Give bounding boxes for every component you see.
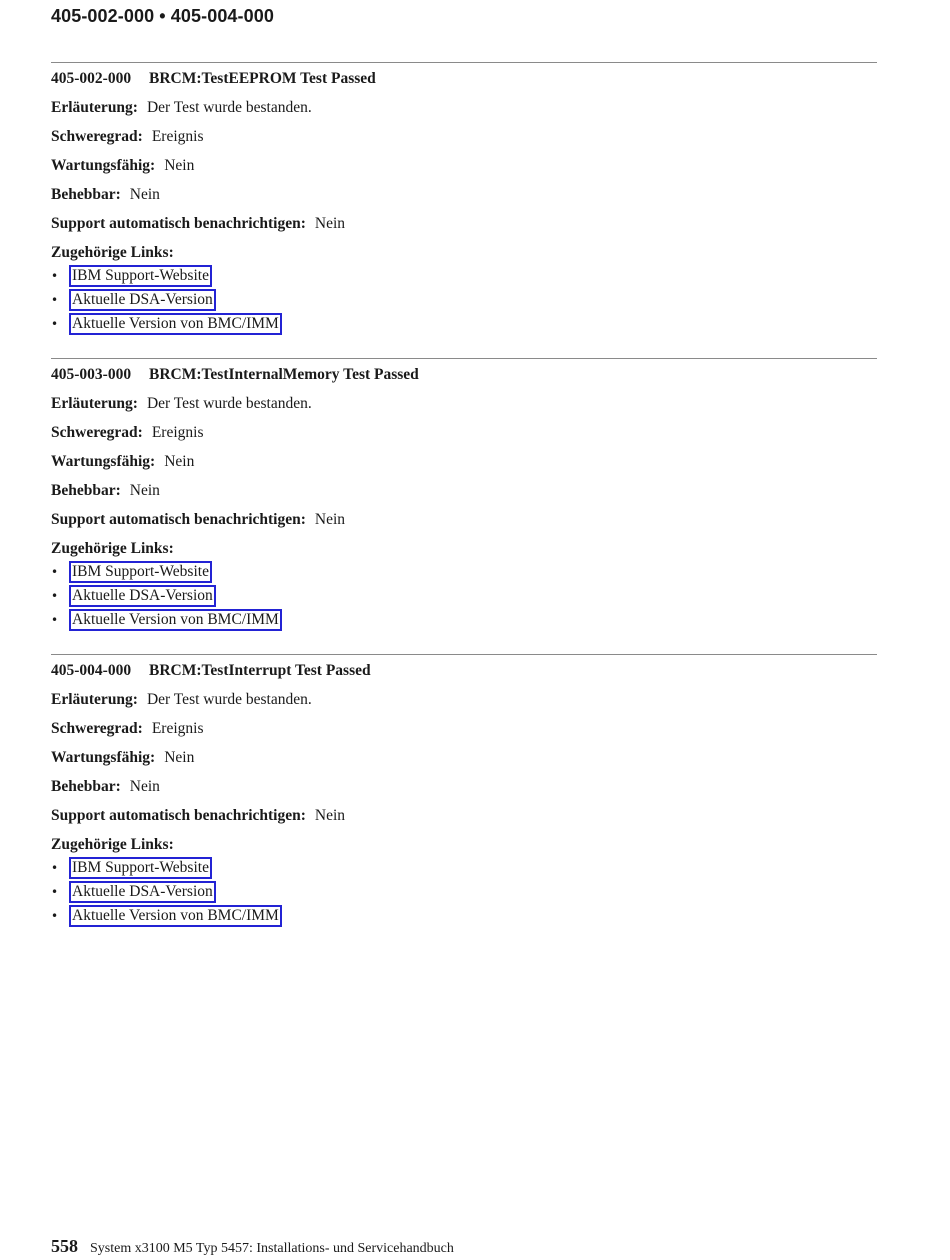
entry-code: 405-002-000 — [51, 70, 132, 87]
field-value: Nein — [314, 807, 346, 824]
list-item — [51, 313, 877, 337]
field-explanation — [51, 99, 877, 117]
related-links-label: Zugehörige Links: — [51, 540, 174, 557]
field-severity — [51, 720, 877, 738]
field-label: Erläuterung: — [51, 395, 138, 412]
field-severity — [51, 424, 877, 442]
bullet-icon: • — [51, 565, 59, 579]
field-label: Behebbar: — [51, 778, 121, 795]
field-label: Erläuterung: — [51, 99, 138, 116]
field-value: Nein — [129, 186, 160, 203]
field-serviceable — [51, 749, 877, 767]
field-value: Nein — [164, 453, 195, 470]
bullet-icon: • — [51, 613, 59, 627]
entry-title: BRCM:TestInterrupt Test Passed — [149, 662, 371, 679]
field-value: Nein — [129, 778, 160, 795]
related-links-list — [51, 561, 877, 633]
entry-heading — [51, 70, 877, 88]
field-value: Der Test wurde bestanden. — [146, 395, 312, 412]
entry-title: BRCM:TestInternalMemory Test Passed — [149, 366, 419, 383]
field-recoverable — [51, 778, 877, 796]
field-value: Der Test wurde bestanden. — [146, 99, 312, 116]
entry-code: 405-004-000 — [51, 662, 132, 679]
field-severity — [51, 128, 877, 146]
page-number: 558 — [51, 1236, 78, 1256]
field-value: Ereignis — [151, 720, 204, 737]
list-item — [51, 881, 877, 905]
entry-heading — [51, 662, 877, 680]
list-item — [51, 585, 877, 609]
related-links-label: Zugehörige Links: — [51, 836, 174, 853]
entry-heading — [51, 366, 877, 384]
bullet-icon: • — [51, 293, 59, 307]
field-label: Behebbar: — [51, 186, 121, 203]
field-label: Behebbar: — [51, 482, 121, 499]
link-ibm-support-website[interactable]: IBM Support-Website — [69, 561, 212, 583]
running-head: 405-002-000 • 405-004-000 — [51, 6, 274, 26]
message-entries — [51, 62, 877, 950]
field-label: Schweregrad: — [51, 424, 143, 441]
message-entry — [51, 62, 877, 337]
field-auto-notify — [51, 215, 877, 233]
field-label: Support automatisch benachrichtigen: — [51, 215, 306, 232]
list-item — [51, 857, 877, 881]
field-recoverable — [51, 482, 877, 500]
field-label: Support automatisch benachrichtigen: — [51, 511, 306, 528]
field-label: Wartungsfähig: — [51, 453, 156, 470]
bullet-icon: • — [51, 269, 59, 283]
field-label: Wartungsfähig: — [51, 157, 156, 174]
bullet-icon: • — [51, 909, 59, 923]
field-value: Der Test wurde bestanden. — [146, 691, 312, 708]
link-latest-bmc-imm-version[interactable]: Aktuelle Version von BMC/IMM — [69, 609, 282, 631]
list-item — [51, 265, 877, 289]
field-value: Nein — [314, 511, 346, 528]
entry-code: 405-003-000 — [51, 366, 132, 383]
field-value: Ereignis — [151, 424, 204, 441]
related-links-label: Zugehörige Links: — [51, 244, 174, 261]
bullet-icon: • — [51, 589, 59, 603]
field-explanation — [51, 691, 877, 709]
field-explanation — [51, 395, 877, 413]
field-value: Nein — [314, 215, 346, 232]
link-latest-bmc-imm-version[interactable]: Aktuelle Version von BMC/IMM — [69, 313, 282, 335]
field-label: Schweregrad: — [51, 128, 143, 145]
related-links-list — [51, 265, 877, 337]
link-ibm-support-website[interactable]: IBM Support-Website — [69, 857, 212, 879]
bullet-icon: • — [51, 317, 59, 331]
field-serviceable — [51, 157, 877, 175]
link-ibm-support-website[interactable]: IBM Support-Website — [69, 265, 212, 287]
field-auto-notify — [51, 807, 877, 825]
message-entry — [51, 654, 877, 929]
field-label: Erläuterung: — [51, 691, 138, 708]
field-value: Ereignis — [151, 128, 204, 145]
list-item — [51, 609, 877, 633]
field-label: Schweregrad: — [51, 720, 143, 737]
field-value: Nein — [164, 749, 195, 766]
list-item — [51, 905, 877, 929]
page-footer — [51, 1236, 454, 1257]
field-value: Nein — [129, 482, 160, 499]
entry-title: BRCM:TestEEPROM Test Passed — [149, 70, 376, 87]
field-serviceable — [51, 453, 877, 471]
link-latest-bmc-imm-version[interactable]: Aktuelle Version von BMC/IMM — [69, 905, 282, 927]
link-latest-dsa-version[interactable]: Aktuelle DSA-Version — [69, 585, 216, 607]
link-latest-dsa-version[interactable]: Aktuelle DSA-Version — [69, 881, 216, 903]
field-auto-notify — [51, 511, 877, 529]
list-item — [51, 289, 877, 313]
message-entry — [51, 358, 877, 633]
link-latest-dsa-version[interactable]: Aktuelle DSA-Version — [69, 289, 216, 311]
footer-title: System x3100 M5 Typ 5457: Installations- und Servicehandbuch — [90, 1241, 454, 1256]
field-value: Nein — [164, 157, 195, 174]
bullet-icon: • — [51, 861, 59, 875]
bullet-icon: • — [51, 885, 59, 899]
field-label: Support automatisch benachrichtigen: — [51, 807, 306, 824]
field-label: Wartungsfähig: — [51, 749, 156, 766]
related-links-list — [51, 857, 877, 929]
list-item — [51, 561, 877, 585]
field-recoverable — [51, 186, 877, 204]
